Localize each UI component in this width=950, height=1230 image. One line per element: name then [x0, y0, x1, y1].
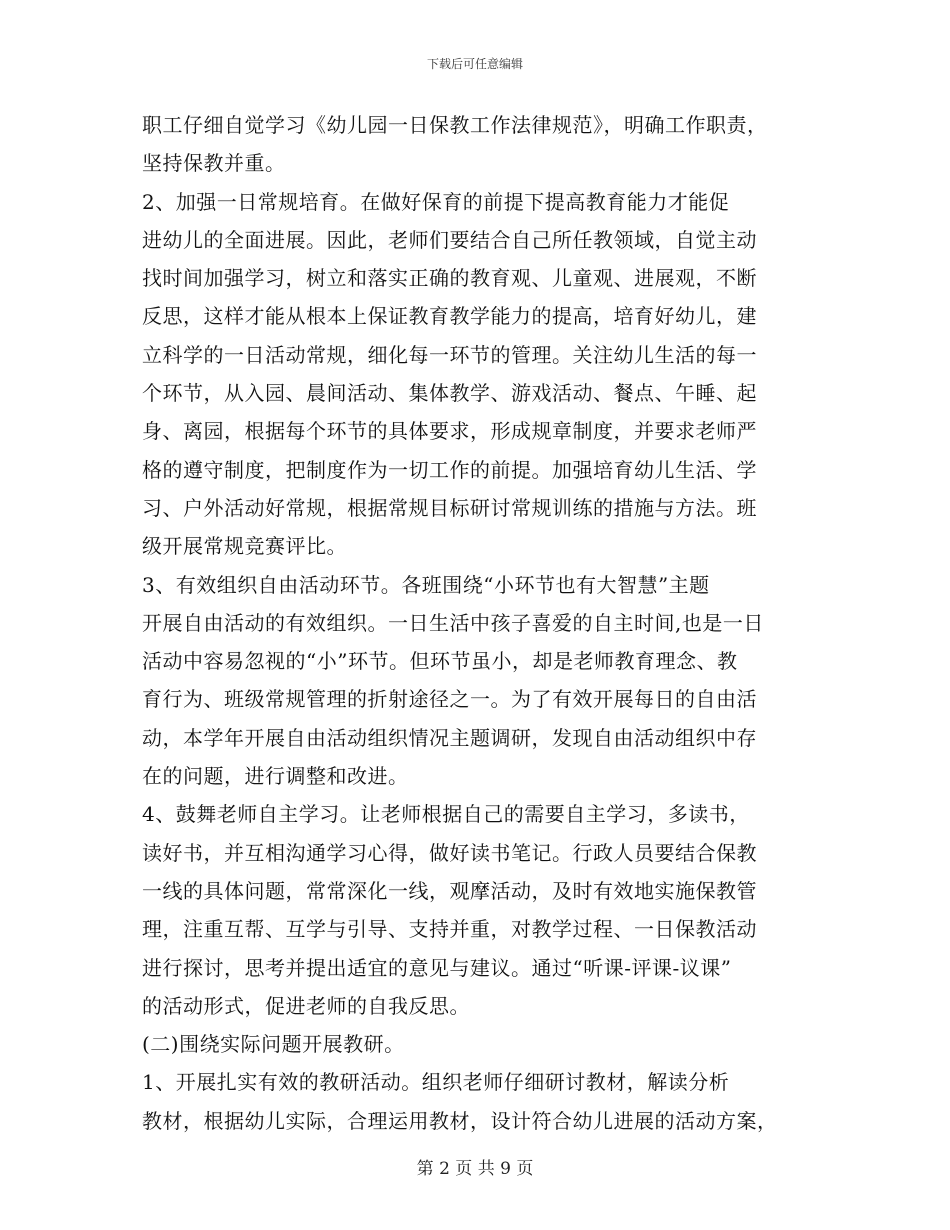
- text-line: 坚持保教并重。: [142, 151, 286, 176]
- text-line: 理，注重互帮、互学与引导、支持并重，对教学过程、一日保教活动: [142, 917, 757, 942]
- text-line: 找时间加强学习，树立和落实正确的教育观、儿童观、进展观，不断: [142, 266, 757, 291]
- page-header: 下载后可任意编辑: [426, 57, 523, 71]
- text-line: 进行探讨，思考并提出适宜的意见与建议。通过“听课-评课-议课”: [142, 955, 732, 980]
- text-line: 1、开展扎实有效的教研活动。组织老师仔细研讨教材，解读分析: [142, 1070, 730, 1095]
- page-number: 第 2 页 共 9 页: [416, 1159, 534, 1179]
- text-line: 级开展常规竞赛评比。: [142, 534, 347, 559]
- text-line: 反思，这样才能从根本上保证教育教学能力的提高，培育好幼儿，建: [142, 304, 757, 329]
- text-line: 职工仔细自觉学习《幼儿园一日保教工作法律规范》，明确工作职责，: [142, 113, 768, 137]
- text-line: 动，本学年开展自由活动组织情况主题调研，发现自由活动组织中存: [142, 725, 757, 750]
- text-line: 育行为、班级常规管理的折射途径之一。为了有效开展每日的自由活: [142, 687, 757, 712]
- text-line: 读好书，并互相沟通学习心得，做好读书笔记。行政人员要结合保教: [142, 840, 757, 865]
- text-line: 进幼儿的全面进展。因此，老师们要结合自己所任教领域，自觉主动: [142, 227, 757, 252]
- text-line: 4、鼓舞老师自主学习。让老师根据自己的需要自主学习，多读书，: [142, 802, 750, 827]
- text-line: 个环节，从入园、晨间活动、集体教学、游戏活动、餐点、午睡、起: [142, 381, 757, 406]
- text-line: 3、有效组织自由活动环节。各班围绕“小环节也有大智慧”主题: [142, 572, 710, 597]
- text-line: 活动中容易忽视的“小”环节。但环节虽小，却是老师教育理念、教: [142, 649, 738, 674]
- text-line: 教材，根据幼儿实际，合理运用教材，设计符合幼儿进展的活动方案，: [142, 1108, 778, 1133]
- text-line: 格的遵守制度，把制度作为一切工作的前提。加强培育幼儿生活、学: [142, 457, 757, 482]
- text-line: 习、户外活动好常规，根据常规目标研讨常规训练的措施与方法。班: [142, 495, 757, 520]
- text-line: 一线的具体问题，常常深化一线，观摩活动，及时有效地实施保教管: [142, 878, 757, 903]
- document-body: [142, 106, 832, 1140]
- text-line: 身、离园，根据每个环节的具体要求，形成规章制度，并要求老师严: [142, 419, 757, 444]
- text-line: 2、加强一日常规培育。在做好保育的前提下提高教育能力才能促: [142, 189, 730, 214]
- text-line: 的活动形式，促进老师的自我反思。: [142, 993, 470, 1018]
- text-line: 立科学的一日活动常规，细化每一环节的管理。关注幼儿生活的每一: [142, 342, 757, 367]
- text-line: 开展自由活动的有效组织。一日生活中孩子喜爱的自主时间,也是一日: [142, 610, 764, 635]
- text-line: 在的问题，进行调整和改进。: [142, 764, 409, 789]
- section-heading: (二)围绕实际问题开展教研。: [142, 1032, 405, 1057]
